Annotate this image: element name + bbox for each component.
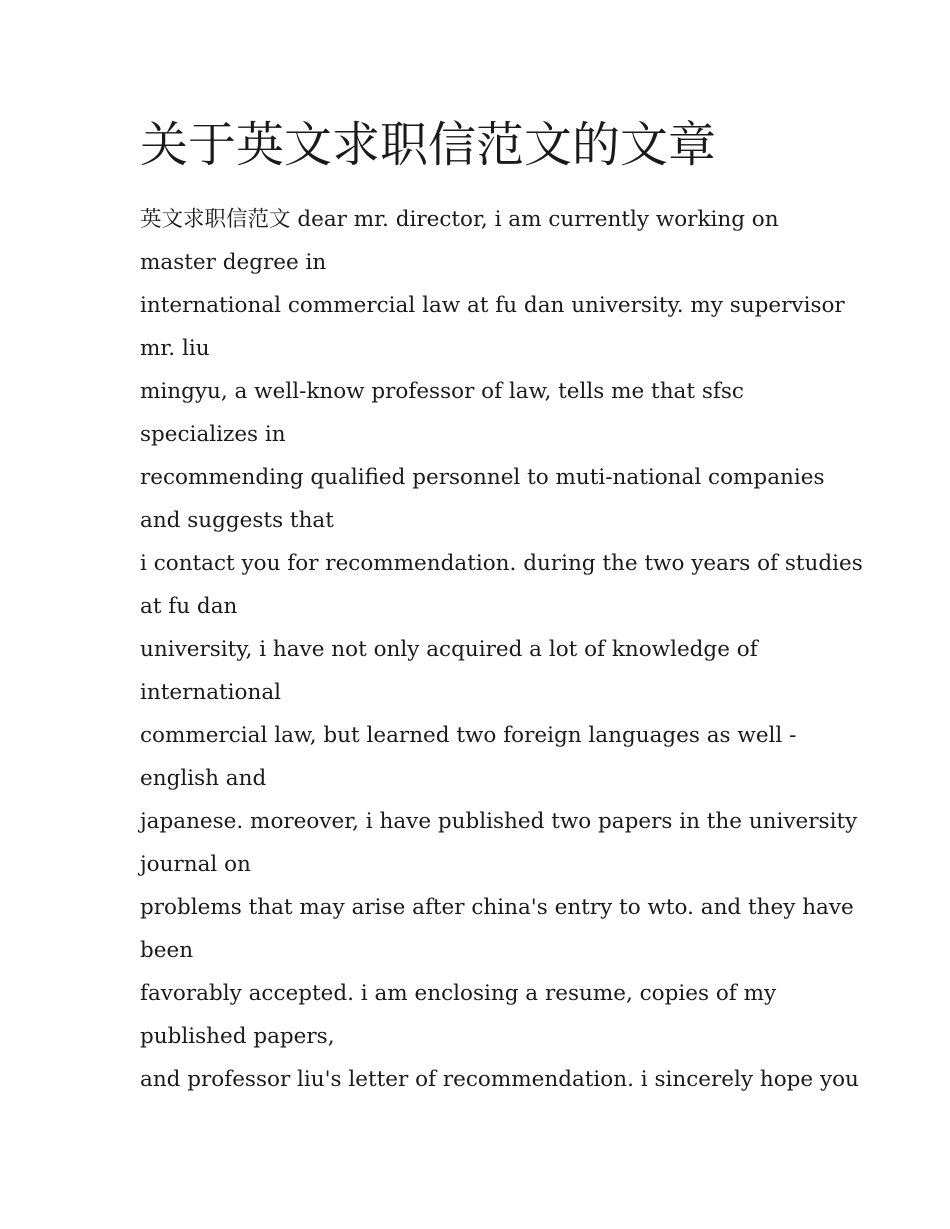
body-line: mingyu, a well-know professor of law, tells me that sfsc [140,379,744,404]
body-line: journal on [140,852,251,877]
body-line: problems that may arise after china's entry to wto. and they have [140,895,854,920]
body-line: been [140,938,194,963]
body-line: favorably accepted. i am enclosing a resume, copies of my [140,981,777,1006]
body-line: 英文求职信范文 dear mr. director, i am currently working on [140,207,779,232]
body-line: i contact you for recommendation. during the two years of studies [140,551,863,576]
body-line: commercial law, but learned two foreign languages as well - [140,723,797,748]
body-line: international [140,680,282,705]
body-line: specializes in [140,422,286,447]
body-line: at fu dan [140,594,238,619]
body-line: english and [140,766,267,791]
body-line: recommending qualified personnel to muti-national companies [140,465,825,490]
body-line: international commercial law at fu dan university. my supervisor [140,293,845,318]
document-page [140,112,863,1101]
body-line: and professor liu's letter of recommendation. i sincerely hope you [140,1067,859,1092]
letter-body [140,198,863,1101]
body-line: and suggests that [140,508,334,533]
body-line: mr. liu [140,336,210,361]
body-line: japanese. moreover, i have published two papers in the university [140,809,858,834]
body-line: published papers, [140,1024,335,1049]
document-title: 关于英文求职信范文的文章 [140,117,717,173]
body-line: master degree in [140,250,327,275]
body-line: university, i have not only acquired a lot of knowledge of [140,637,758,662]
